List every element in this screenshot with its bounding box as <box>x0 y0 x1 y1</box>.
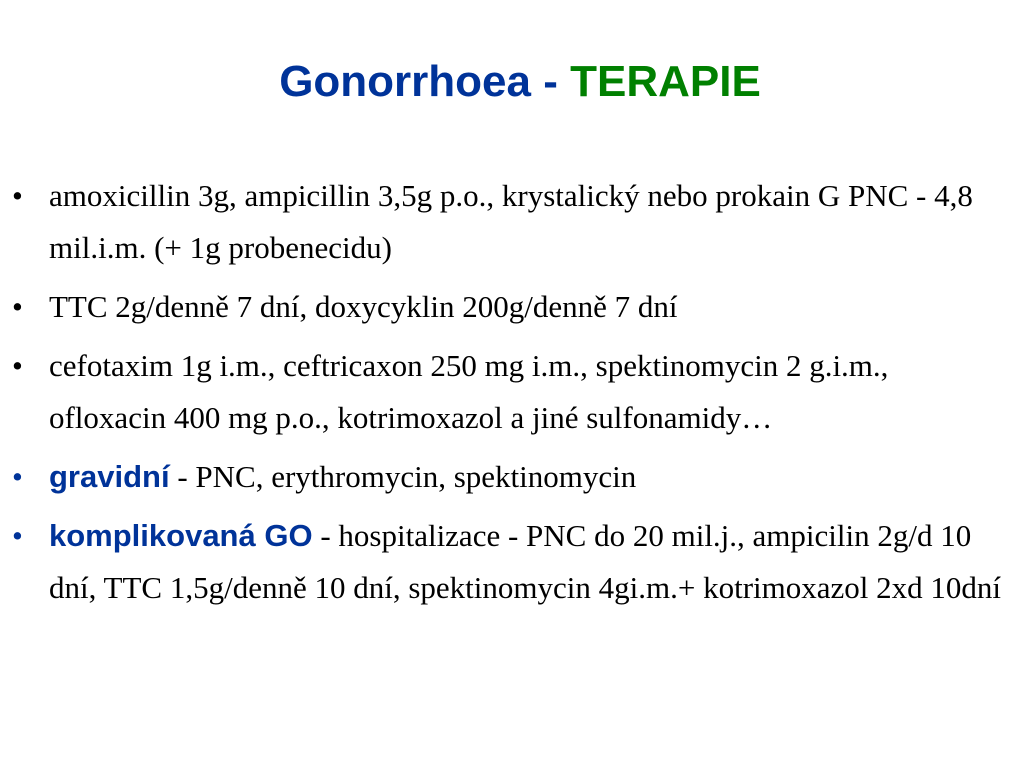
slide-title <box>0 52 1024 112</box>
bullet-dot-icon: • <box>12 518 23 553</box>
bullet-list <box>12 170 1002 621</box>
bullet-text: amoxicillin 3g, ampicillin 3,5g p.o., krystalický nebo prokain G PNC - 4,8 mil.i.m. (+ 1g probenecidu) <box>49 178 973 265</box>
bullet-item-amoxicillin <box>12 170 1002 274</box>
bullet-dot-icon: • <box>12 459 23 494</box>
bullet-item-ttc <box>12 281 1002 333</box>
bullet-item-gravidni <box>12 451 1002 503</box>
bullet-text: cefotaxim 1g i.m., ceftricaxon 250 mg i.m., spektinomycin 2 g.i.m., ofloxacin 400 mg p.o., kotrimoxazol a jiné sulfonamidy… <box>49 348 889 435</box>
bullet-text: - PNC, erythromycin, spektinomycin <box>169 459 637 494</box>
bullet-dot-icon: • <box>12 289 23 324</box>
bullet-dot-icon: • <box>12 178 23 213</box>
bullet-item-cefotaxim <box>12 340 1002 444</box>
bullet-lead: komplikovaná GO <box>49 518 313 553</box>
bullet-item-komplikovana <box>12 510 1002 614</box>
bullet-dot-icon: • <box>12 348 23 383</box>
bullet-lead: gravidní <box>49 459 170 494</box>
title-accent: TERAPIE <box>570 57 761 106</box>
bullet-text: - hospitalizace - PNC do 20 mil.j., ampicilin 2g/d 10 dní, TTC 1,5g/denně 10 dní, spektinomycin 4gi.m.+ kotrimoxazol 2xd 10dní <box>49 518 1001 605</box>
bullet-text: TTC 2g/denně 7 dní, doxycyklin 200g/denně 7 dní <box>49 289 678 324</box>
title-main: Gonorrhoea - <box>279 57 571 106</box>
